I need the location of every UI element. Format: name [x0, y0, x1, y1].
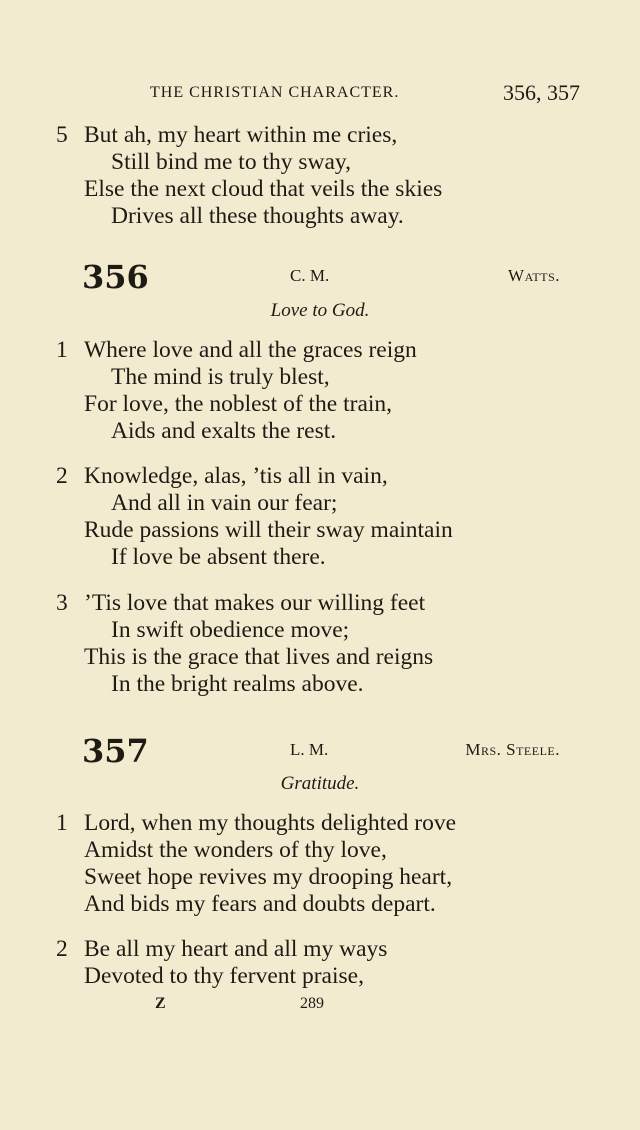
- verse-line: 1 Lord, when my thoughts delighted rove: [56, 810, 457, 836]
- hymn-356-heading: [82, 260, 560, 294]
- verse-line: The mind is truly blest,: [111, 364, 330, 390]
- verse-line: 2 Be all my heart and all my ways: [56, 936, 388, 962]
- verse-line: This is the grace that lives and reigns: [84, 644, 434, 670]
- running-header: [150, 80, 580, 108]
- hymn-meter: L. M.: [290, 740, 329, 759]
- verse-line: Rude passions will their sway maintain: [84, 517, 453, 543]
- stanza-number: 1: [56, 337, 68, 363]
- hymn-author: Watts.: [508, 266, 560, 285]
- stanza-number: 5: [56, 122, 68, 148]
- stanza-number: 2: [56, 463, 68, 489]
- verse-line: Aids and exalts the rest.: [111, 418, 337, 444]
- verse-line: Drives all these thoughts away.: [111, 203, 404, 229]
- verse-line: 1 Where love and all the graces reign: [56, 337, 417, 363]
- verse-line: Amidst the wonders of thy love,: [84, 837, 387, 863]
- verse-line: 5 But ah, my heart within me cries,: [56, 122, 398, 148]
- verse-line: 3 ’Tis love that makes our willing feet: [56, 590, 426, 616]
- verse-line: Still bind me to thy sway,: [111, 149, 352, 175]
- verse-line: If love be absent there.: [111, 544, 326, 570]
- verse-line: Devoted to thy fervent praise,: [84, 963, 364, 989]
- signature-mark: Z: [155, 995, 166, 1012]
- page-number: 289: [300, 995, 324, 1012]
- verse-line: And all in vain our fear;: [111, 490, 338, 516]
- page-footer: [155, 995, 415, 1019]
- running-title: THE CHRISTIAN CHARACTER.: [150, 84, 400, 101]
- verse-line: In swift obedience move;: [111, 617, 350, 643]
- stanza-356-3: [56, 590, 600, 698]
- verse-line: Sweet hope revives my drooping heart,: [84, 864, 453, 890]
- hymn-number: 357: [82, 732, 149, 770]
- verse-line: For love, the noblest of the train,: [84, 391, 393, 417]
- stanza-356-1: [56, 337, 600, 445]
- verse-line: And bids my fears and doubts depart.: [84, 891, 436, 917]
- verse-line: 2 Knowledge, alas, ’tis all in vain,: [56, 463, 388, 489]
- verse-line: In the bright realms above.: [111, 671, 364, 697]
- stanza-number: 2: [56, 936, 68, 962]
- stanza-357-1: [56, 810, 600, 918]
- hymn-title: Gratitude.: [280, 773, 360, 794]
- verse-line: Else the next cloud that veils the skies: [84, 176, 443, 202]
- stanza-number: 3: [56, 590, 68, 616]
- hymn-range: 356, 357: [503, 80, 580, 105]
- hymn-author: Mrs. Steele.: [465, 740, 560, 759]
- hymn-title: Love to God.: [270, 300, 370, 321]
- hymn-number: 356: [82, 258, 149, 296]
- stanza-356-2: [56, 463, 600, 571]
- stanza-prev-5: [56, 122, 600, 230]
- hymn-meter: C. M.: [290, 266, 330, 285]
- stanza-number: 1: [56, 810, 68, 836]
- hymn-357-heading: [82, 734, 560, 768]
- stanza-357-2: [56, 936, 600, 990]
